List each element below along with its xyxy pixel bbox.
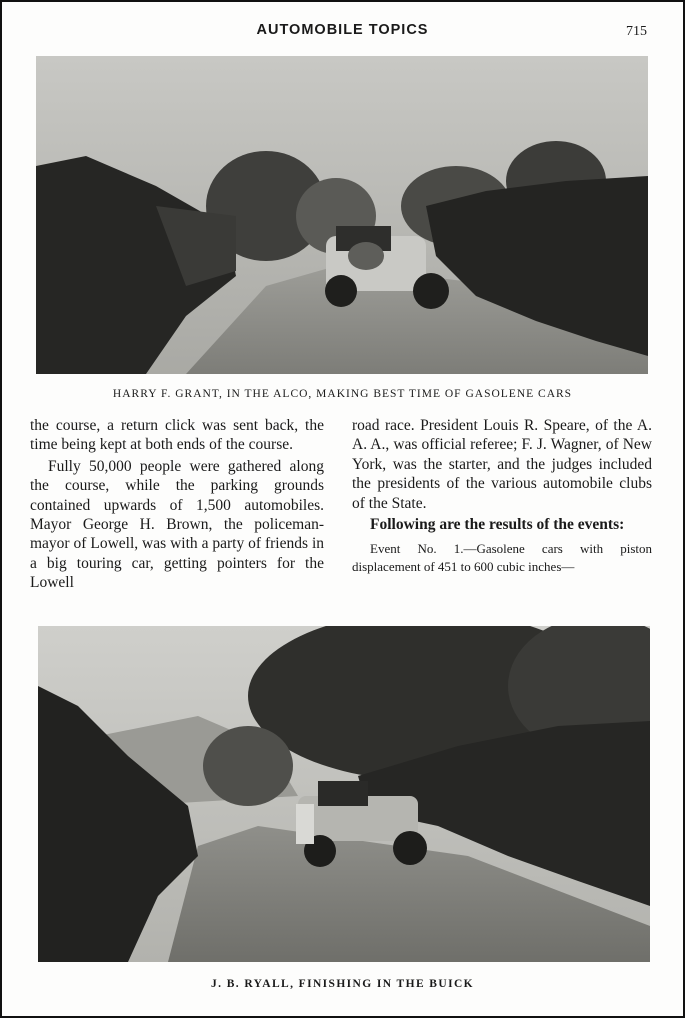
paragraph: road race. President Louis R. Speare, of the A. A. A., was official referee; F. J. Wagner, of New York, was the starter, and the judges included the presidents of the various automobile clubs of the State. xyxy=(352,417,652,512)
photo-buick-finish xyxy=(38,626,650,962)
event-heading: Event No. 1.—Gasolene cars with piston displacement of 451 to 600 cubic inches— xyxy=(352,541,652,575)
results-intro: Following are the results of the events: xyxy=(370,516,625,534)
text-column-right xyxy=(352,416,652,576)
text-column-left xyxy=(30,416,324,593)
paragraph: the course, a return click was sent back, the time being kept at both ends of the course. xyxy=(30,417,324,454)
photo-alco-race xyxy=(36,56,648,374)
photo-buick-image xyxy=(38,626,650,962)
photo-caption-top: HARRY F. GRANT, IN THE ALCO, MAKING BEST TIME OF GASOLENE CARS xyxy=(112,388,573,400)
running-title: AUTOMOBILE TOPICS xyxy=(256,22,429,38)
page-number: 715 xyxy=(626,24,647,39)
paragraph: Fully 50,000 people were gathered along the course, while the parking grounds contained upwards of 1,500 automobiles. Mayor George H. Brown, the policeman-mayor of Lowell, was with a party of friends in a big touring car, getting pointers for the Lowell xyxy=(30,457,324,592)
photo-alco-image xyxy=(36,56,648,374)
photo-caption-bottom: J. B. RYALL, FINISHING IN THE BUICK xyxy=(211,978,474,990)
